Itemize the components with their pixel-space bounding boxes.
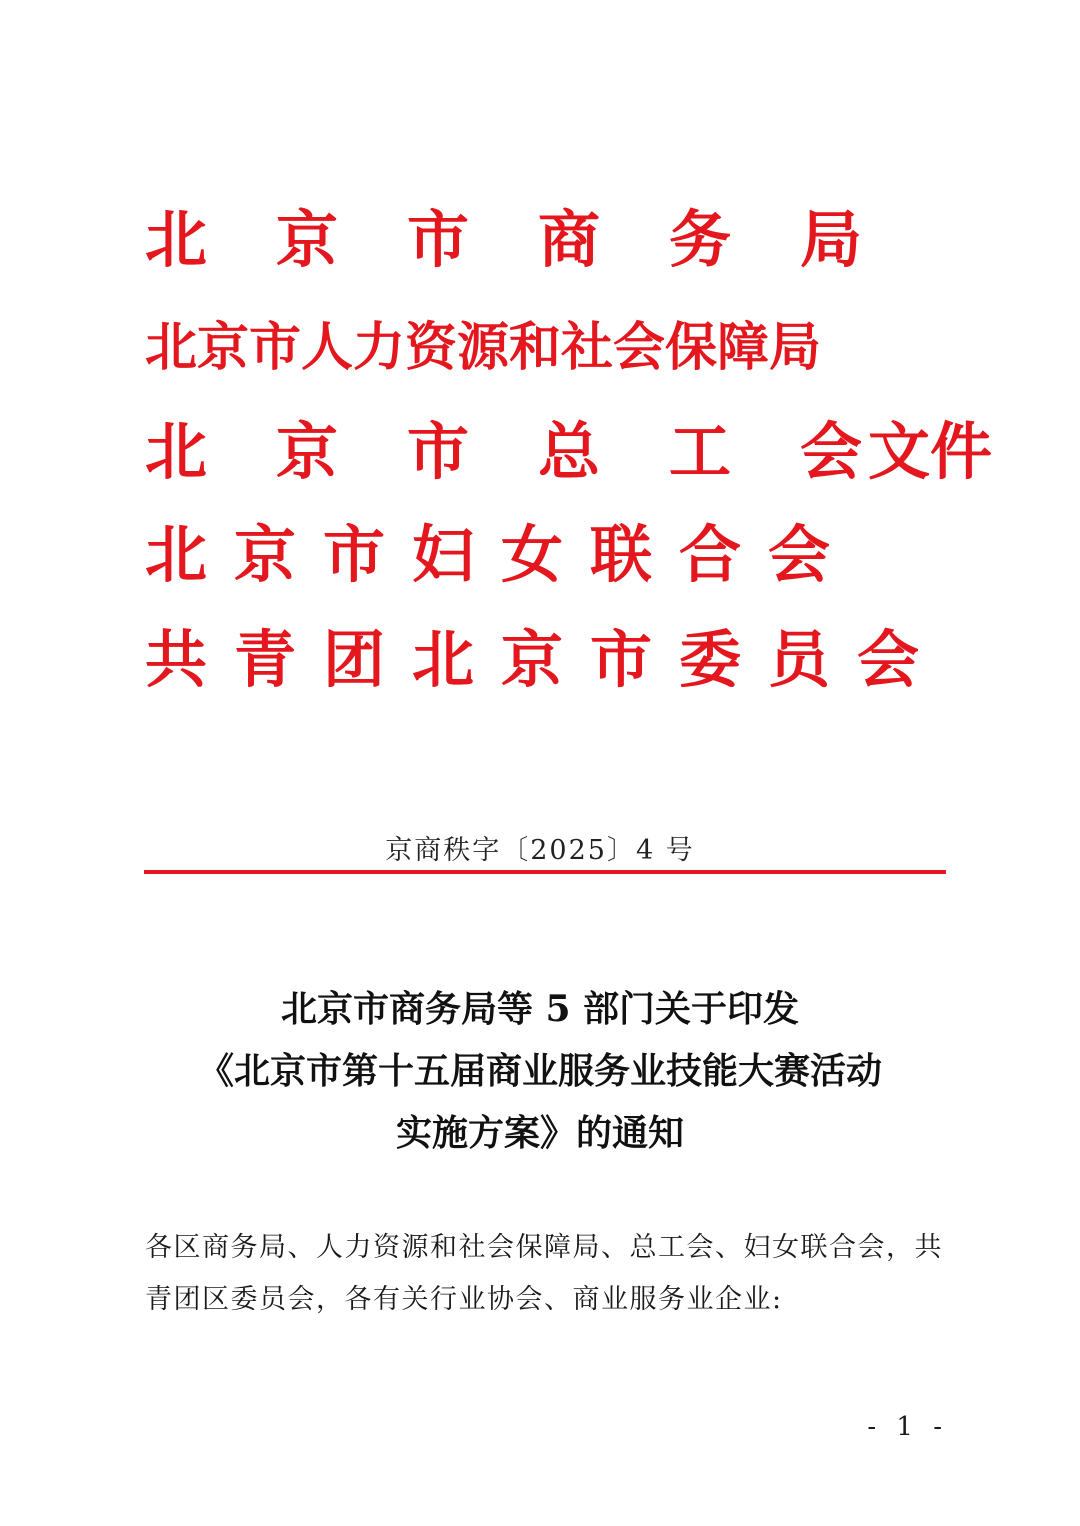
letterhead-char: 京 — [276, 415, 339, 488]
letterhead-char: 青 — [234, 623, 297, 696]
letterhead-char: 总 — [538, 415, 601, 488]
letterhead-char: 工 — [669, 415, 732, 488]
document-number: 京商秩字〔2025〕4 号 — [385, 835, 695, 866]
letterhead-char: 京 — [234, 518, 297, 591]
issuer-hr-social-security-bureau: 北京市人力资源和社会保障局 — [145, 317, 822, 378]
document-title — [0, 978, 1080, 1164]
title-line: 实施方案》的通知 — [395, 1112, 684, 1154]
issuer-youth-league-committee — [145, 620, 946, 700]
letterhead-char: 会 — [768, 518, 831, 591]
letterhead-char: 商 — [538, 203, 601, 276]
letterhead-char: 务 — [669, 203, 732, 276]
letterhead-char: 妇 — [412, 518, 475, 591]
letterhead-document-suffix: 文件 — [868, 415, 993, 488]
letterhead-char: 市 — [323, 518, 386, 591]
letterhead-char: 市 — [407, 203, 470, 276]
letterhead-char: 女 — [501, 518, 564, 591]
letterhead-char: 北 — [145, 203, 208, 276]
letterhead-char: 团 — [323, 623, 386, 696]
letterhead-char: 京 — [501, 623, 564, 696]
letterhead-char: 共 — [145, 623, 208, 696]
letterhead-char: 市 — [407, 415, 470, 488]
salutation-recipients: 各区商务局、人力资源和社会保障局、总工会、妇女联合会，共青团区委员会，各有关行业协会、商业服务业企业: — [145, 1232, 943, 1315]
letterhead-char: 北 — [145, 415, 208, 488]
letterhead-char: 合 — [679, 518, 742, 591]
letterhead-char: 联 — [590, 518, 653, 591]
title-line: 《北京市第十五届商业服务业技能大赛活动 — [197, 1050, 882, 1092]
page-number: - 1 - — [867, 1412, 948, 1442]
red-divider-line — [144, 870, 946, 874]
issuer-womens-federation — [145, 515, 857, 595]
letterhead-char: 委 — [679, 623, 742, 696]
letterhead-char: 会 — [800, 415, 863, 488]
letterhead-char: 局 — [800, 203, 863, 276]
letterhead-char: 会 — [857, 623, 920, 696]
letterhead-char: 市 — [590, 623, 653, 696]
issuer-federation-of-trade-unions — [145, 412, 992, 492]
letterhead-char: 北 — [145, 518, 208, 591]
letterhead-char: 北 — [412, 623, 475, 696]
title-line: 北京市商务局等 5 部门关于印发 — [280, 988, 800, 1030]
letterhead-char: 京 — [276, 203, 339, 276]
issuer-commerce-bureau — [145, 200, 931, 280]
letterhead-char: 员 — [768, 623, 831, 696]
